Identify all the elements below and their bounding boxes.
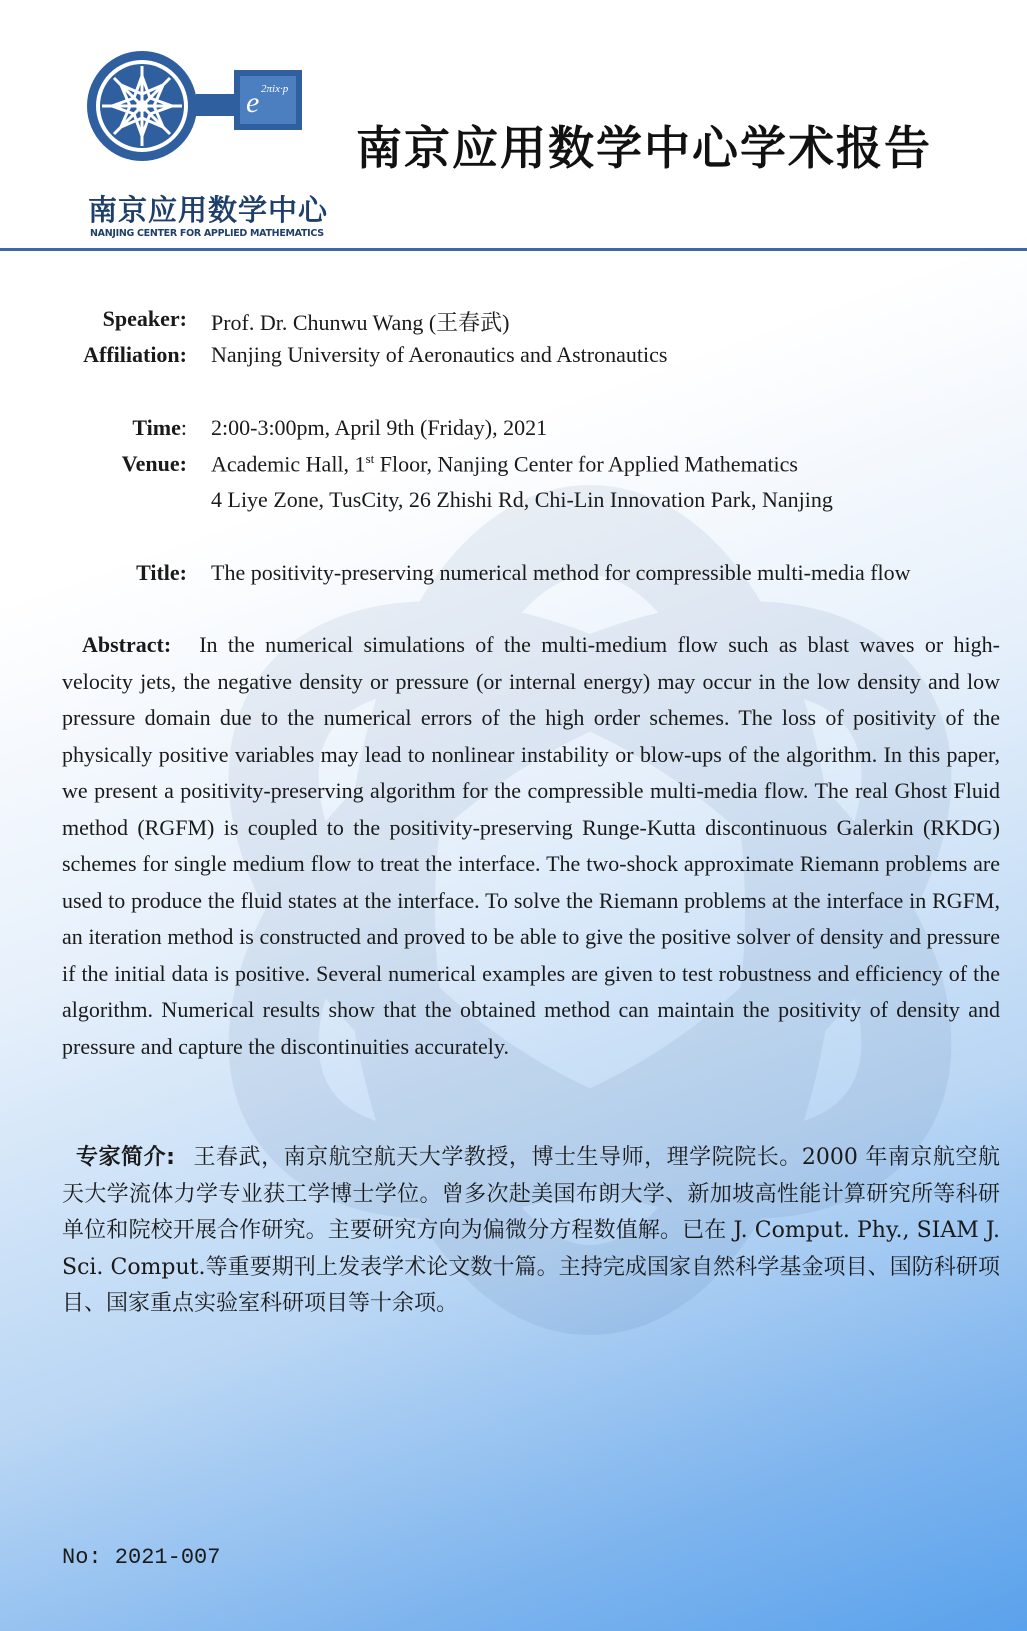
key-snowflake-icon	[84, 48, 324, 183]
bio-label: 专家简介:	[76, 1145, 175, 1170]
logo-name-cn: 南京应用数学中心	[88, 193, 329, 227]
logo	[84, 48, 329, 248]
title-label: Title:	[136, 560, 187, 585]
document-number: No: 2021-007	[62, 1545, 221, 1570]
logo-name-en: NANJING CENTER FOR APPLIED MATHEMATICS	[90, 228, 324, 239]
page-title: 南京应用数学中心学术报告	[356, 121, 932, 175]
speaker-bio	[62, 1140, 1000, 1323]
time-label	[132, 415, 187, 441]
abstract-label: Abstract:	[82, 632, 172, 657]
header-divider	[0, 248, 1027, 251]
venue-line-2: 4 Liye Zone, TusCity, 26 Zhishi Rd, Chi-Lin Innovation Park, Nanjing	[211, 487, 833, 512]
venue-line-1-pre: Academic Hall, 1	[211, 451, 366, 477]
time-label-colon: :	[180, 415, 187, 440]
time-value: 2:00-3:00pm, April 9th (Friday), 2021	[211, 415, 548, 440]
formula-exponent: 2πix·p	[261, 83, 289, 95]
abstract-text: In the numerical simulations of the multi-medium flow such as blast waves or high-velocity jets, the negative density or pressure (or internal energy) may occur in the low density and low pressure domain due to the numerical errors of the high order schemes. The loss of positivity of the physically positive variables may lead to nonlinear instability or blow-ups of the algorithm. In this paper, we present a positivity-preserving algorithm for the compressible multi-media flow. The real Ghost Fluid method (RGFM) is coupled to the positivity-preserving Runge-Kutta discontinuous Galerkin (RKDG) schemes for single medium flow to treat the interface. The two-shock approximate Riemann problems are used to produce the fluid states at the interface. To solve the Riemann problems at the interface in RGFM, an iteration method is constructed and proved to be able to give the positive solver of density and pressure if the initial data is positive. Several numerical examples are given to test robustness and efficiency of the algorithm. Numerical results show that the obtained method can maintain the positivity of density and pressure and capture the discontinuities accurately.	[62, 632, 1000, 1059]
abstract	[62, 627, 1000, 1065]
speaker-label: Speaker:	[102, 306, 187, 331]
time-label-text: Time	[132, 415, 181, 440]
affiliation-value: Nanjing University of Aeronautics and Astronautics	[211, 342, 668, 367]
bio-text: 王春武，南京航空航天大学教授，博士生导师，理学院院长。2000 年南京航空航天大学流体力学专业获工学博士学位。曾多次赴美国布朗大学、新加坡高性能计算研究所等科研单位和院校开展合作研究。主要研究方向为偏微分方程数值解。已在 J. Comput. Phy., SIAM J. Sci. Comput.等重要期刊上发表学术论文数十篇。主持完成国家自然科学基金项目、国防科研项目、国家重点实验室科研项目等十余项。	[62, 1145, 1000, 1316]
talk-title: The positivity-preserving numerical method for compressible multi-media flow	[211, 560, 911, 585]
venue-line-1	[211, 451, 798, 477]
formula-base: e	[246, 86, 260, 119]
venue-label: Venue:	[121, 451, 187, 476]
speaker-value: Prof. Dr. Chunwu Wang (王春武)	[211, 310, 510, 335]
venue-line-1-sup: st	[365, 451, 375, 466]
affiliation-label: Affiliation:	[83, 342, 187, 367]
venue-line-1-post: Floor, Nanjing Center for Applied Mathematics	[374, 451, 798, 477]
